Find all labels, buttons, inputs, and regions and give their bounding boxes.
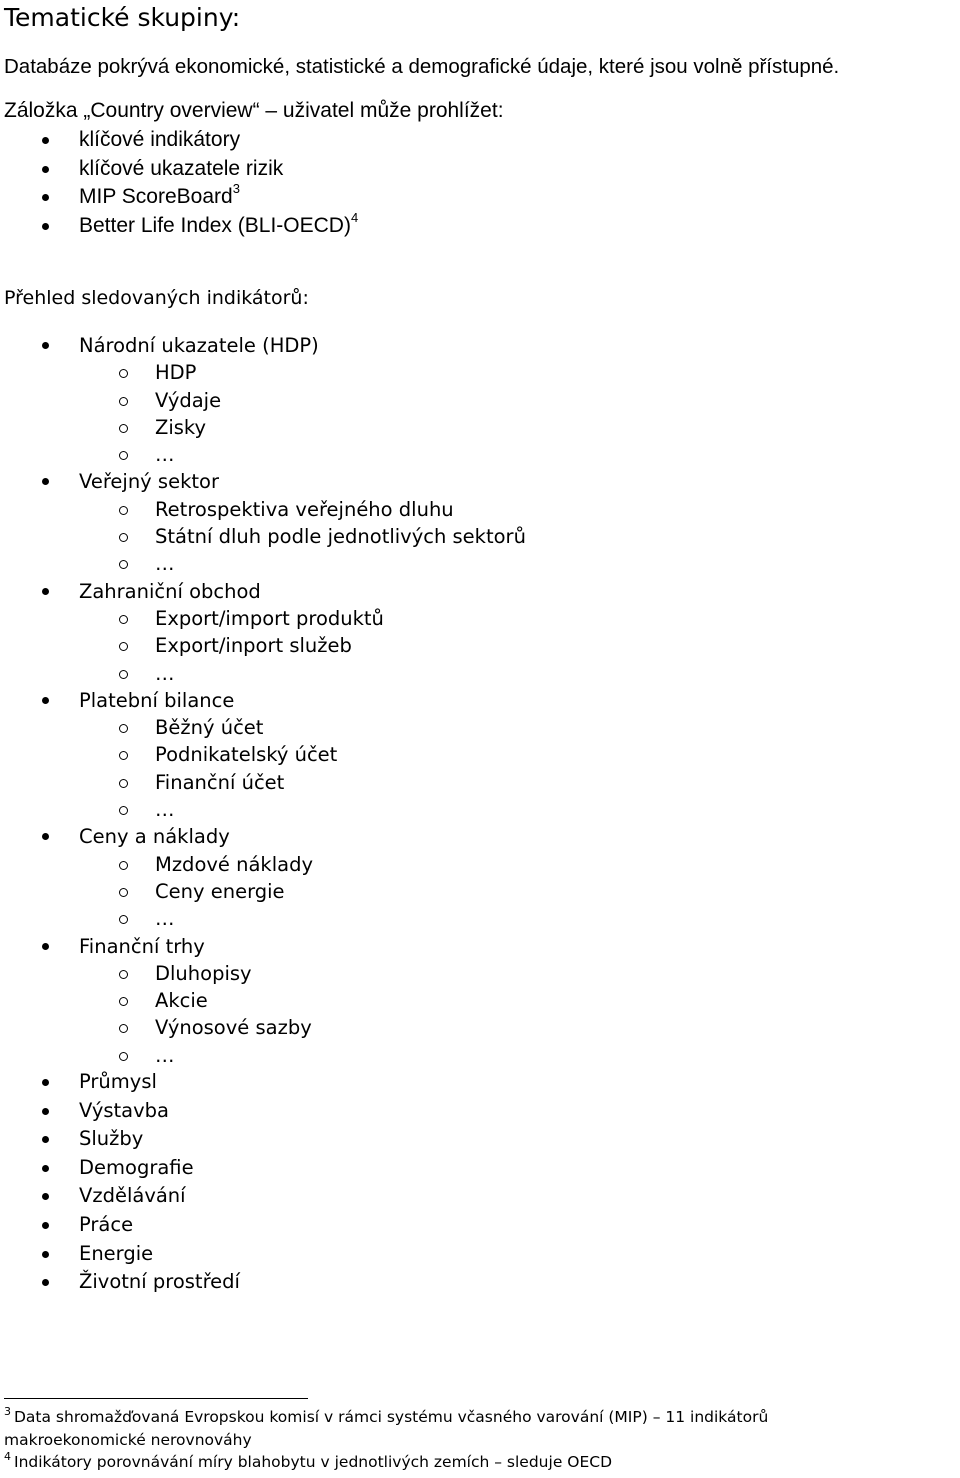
category-label: Ceny a náklady (79, 825, 230, 849)
circle-bullet-icon (119, 915, 128, 924)
footnote-text: Indikátory porovnávání míry blahobytu v jednotlivých zemích – sleduje OECD (14, 1453, 613, 1471)
bullet-icon (42, 588, 49, 595)
sub-item-label: Běžný účet (155, 716, 264, 740)
bullet-icon (42, 166, 49, 173)
footnote-text: Data shromažďovaná Evropskou komisí v rámci systému včasného varování (MIP) – 11 indikátorů (14, 1408, 769, 1426)
country-overview-list (0, 126, 358, 241)
bullet-icon (42, 1165, 49, 1172)
sub-item-label: HDP (155, 361, 197, 385)
list-item (0, 1125, 240, 1154)
list-item-label: klíčové ukazatele rizik (79, 156, 284, 180)
sub-item (0, 359, 526, 386)
circle-bullet-icon (119, 451, 128, 460)
sub-item (0, 550, 526, 577)
sub-item (0, 523, 526, 550)
category-label: Zahraniční obchod (79, 579, 261, 603)
bullet-icon (42, 1136, 49, 1143)
sub-item-label: Ceny energie (155, 879, 285, 903)
bullet-icon (42, 1108, 49, 1115)
circle-bullet-icon (119, 970, 128, 979)
sub-item (0, 632, 526, 659)
subitem-list (0, 496, 526, 578)
sub-item (0, 714, 526, 741)
page-title: Tematické skupiny: (4, 3, 241, 32)
footnote-number: 3 (4, 1404, 11, 1418)
bullet-icon (42, 1222, 49, 1229)
indicator-category-list (0, 332, 526, 1069)
sub-item (0, 741, 526, 768)
footnote-separator (4, 1398, 308, 1399)
circle-bullet-icon (119, 861, 128, 870)
bullet-icon (42, 1193, 49, 1200)
list-item-label: MIP ScoreBoard (79, 185, 233, 209)
circle-bullet-icon (119, 779, 128, 788)
sub-item (0, 878, 526, 905)
footnote (4, 1451, 954, 1474)
circle-bullet-icon (119, 1024, 128, 1033)
sub-item-label: Export/import produktů (155, 606, 384, 630)
subitem-list (0, 714, 526, 823)
sub-item (0, 414, 526, 441)
sub-item-label: … (155, 443, 175, 467)
list-item-label: Vzdělávání (79, 1184, 186, 1208)
circle-bullet-icon (119, 533, 128, 542)
list-item (0, 1182, 240, 1211)
circle-bullet-icon (119, 615, 128, 624)
sub-item-label: Retrospektiva veřejného dluhu (155, 497, 454, 521)
sub-item-label: Export/inport služeb (155, 634, 352, 658)
sub-item (0, 851, 526, 878)
sub-item-label: Podnikatelský účet (155, 743, 338, 767)
circle-bullet-icon (119, 806, 128, 815)
category-label: Národní ukazatele (HDP) (79, 334, 319, 357)
sub-item (0, 769, 526, 796)
sub-item-label: Státní dluh podle jednotlivých sektorů (155, 525, 526, 549)
sub-item-label: Výnosové sazby (155, 1016, 312, 1040)
category-item (0, 332, 526, 468)
bullet-icon (42, 1251, 49, 1258)
sub-item (0, 605, 526, 632)
category-label: Finanční trhy (79, 934, 205, 958)
circle-bullet-icon (119, 506, 128, 515)
list-item (0, 212, 358, 241)
sub-item (0, 987, 526, 1014)
subitem-list (0, 605, 526, 687)
sub-item-label: Zisky (155, 415, 207, 439)
intro-paragraph: Databáze pokrývá ekonomické, statistické a demografické údaje, které jsou volně přístupné. (4, 55, 840, 78)
list-item-label: Životní prostředí (79, 1270, 240, 1294)
list-item (0, 1097, 240, 1126)
sub-item-label: Mzdové náklady (155, 852, 313, 876)
category-item (0, 578, 526, 687)
sub-item (0, 660, 526, 687)
list-item (0, 183, 358, 212)
bullet-icon (42, 223, 49, 230)
sub-item-label: Akcie (155, 989, 208, 1013)
sub-item (0, 960, 526, 987)
footnote (4, 1406, 954, 1429)
circle-bullet-icon (119, 369, 128, 378)
bullet-icon (42, 1079, 49, 1086)
circle-bullet-icon (119, 397, 128, 406)
list-item (0, 126, 358, 155)
sub-item-label: Finanční účet (155, 770, 285, 794)
country-overview-lead: Záložka „Country overview“ – uživatel může prohlížet: (4, 99, 504, 122)
indicators-heading: Přehled sledovaných indikátorů: (4, 287, 309, 309)
footnote-ref[interactable]: 3 (232, 181, 240, 197)
category-item (0, 687, 526, 823)
sub-item (0, 905, 526, 932)
list-item-label: klíčové indikátory (79, 128, 241, 151)
list-item (0, 1068, 240, 1097)
list-item-label: Demografie (79, 1155, 194, 1179)
subitem-list (0, 960, 526, 1069)
sub-item-label: … (155, 1043, 175, 1067)
sub-item (0, 796, 526, 823)
sub-item-label: … (155, 907, 175, 931)
list-item-label: Better Life Index (BLI-OECD) (79, 214, 351, 238)
list-item-label: Práce (79, 1212, 134, 1236)
subitem-list (0, 851, 526, 933)
category-label: Veřejný sektor (79, 470, 219, 494)
category-label: Platební bilance (79, 688, 235, 712)
footnote-number: 4 (4, 1449, 11, 1463)
category-item (0, 933, 526, 1069)
list-item-label: Průmysl (79, 1070, 157, 1093)
circle-bullet-icon (119, 670, 128, 679)
sub-item-label: … (155, 552, 175, 576)
list-item-label: Energie (79, 1241, 154, 1265)
sub-item (0, 1042, 526, 1069)
bullet-icon (42, 833, 49, 840)
category-item (0, 468, 526, 577)
circle-bullet-icon (119, 1052, 128, 1061)
footnotes (4, 1406, 954, 1474)
bullet-icon (42, 137, 49, 144)
sub-item-label: … (155, 798, 175, 822)
list-item (0, 1240, 240, 1269)
bullet-icon (42, 342, 49, 349)
category-item (0, 823, 526, 932)
bullet-icon (42, 697, 49, 704)
sub-item (0, 496, 526, 523)
list-item (0, 1211, 240, 1240)
sub-item (0, 387, 526, 414)
bullet-icon (42, 478, 49, 485)
circle-bullet-icon (119, 751, 128, 760)
bullet-icon (42, 943, 49, 950)
sub-item-label: … (155, 661, 175, 685)
sub-item (0, 1014, 526, 1041)
circle-bullet-icon (119, 888, 128, 897)
circle-bullet-icon (119, 642, 128, 651)
circle-bullet-icon (119, 560, 128, 569)
sub-item-label: Dluhopisy (155, 961, 252, 985)
footnote-ref[interactable]: 4 (350, 210, 359, 226)
list-item (0, 1154, 240, 1183)
list-item-label: Služby (79, 1127, 144, 1151)
list-item (0, 155, 358, 184)
list-item (0, 1268, 240, 1297)
other-category-list (0, 1068, 240, 1297)
footnote-continuation: makroekonomické nerovnováhy (4, 1430, 252, 1449)
circle-bullet-icon (119, 424, 128, 433)
bullet-icon (42, 194, 49, 201)
circle-bullet-icon (119, 997, 128, 1006)
subitem-list (0, 359, 526, 468)
circle-bullet-icon (119, 724, 128, 733)
sub-item-label: Výdaje (155, 388, 222, 412)
list-item-label: Výstavba (79, 1098, 169, 1122)
sub-item (0, 441, 526, 468)
bullet-icon (42, 1279, 49, 1286)
